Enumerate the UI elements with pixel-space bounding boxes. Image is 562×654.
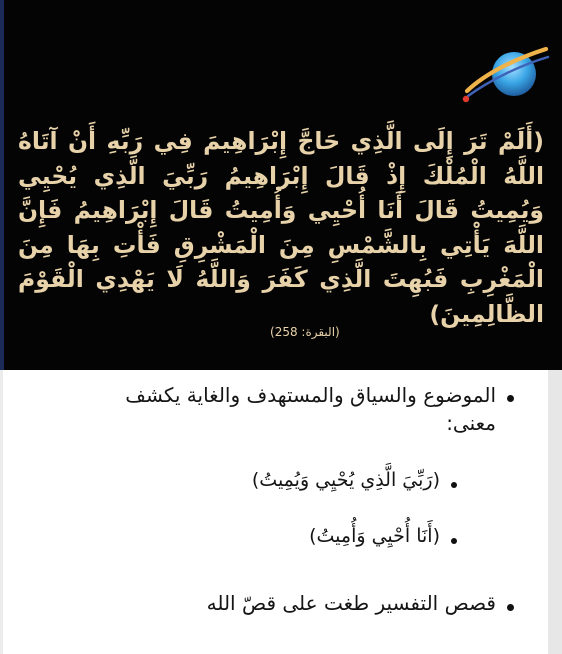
left-margin-strip bbox=[0, 370, 3, 654]
bullet-first-icon bbox=[507, 395, 514, 402]
bullet-last-icon bbox=[507, 604, 514, 611]
bullet-sub1-icon bbox=[451, 482, 457, 488]
planet-ring-logo-icon bbox=[460, 38, 552, 112]
verse-reference: (البقرة: 258) bbox=[270, 325, 340, 339]
bullet-sub2-icon bbox=[451, 538, 457, 544]
sub-bullet-1-text: (رَبِّيَ الَّذِي يُحْيِي وَيُمِيتُ) bbox=[251, 469, 440, 491]
sub-bullet-2-text: (أَنَا أُحْيِي وَأُمِيتُ) bbox=[309, 525, 440, 547]
first-bullet-text: الموضوع والسياق والمستهدف والغاية يكشف معنى: bbox=[125, 383, 496, 435]
last-bullet-text: قصص التفسير طغت على قصّ الله bbox=[206, 591, 496, 615]
quran-verse-text: (أَلَمْ تَرَ إِلَى الَّذِي حَاجَّ إِبْرَاهِيمَ فِي رَبِّهِ أَنْ آتَاهُ اللَّهُ الْمُلْكَ إِذْ قَالَ إِبْرَاهِيمُ رَبِّيَ الَّذِي يُحْيِي وَيُمِيتُ قَالَ أَنَا أُحْيِي وَأُمِيتُ قَالَ إِبْرَاهِيمُ فَإِنَّ اللَّهَ يَأْتِي بِالشَّمْسِ مِنَ الْمَشْرِقِ فَأْتِ بِهَا مِنَ الْمَغْرِبِ فَبُهِتَ الَّذِي كَفَرَ وَاللَّهُ لَا يَهْدِي الْقَوْمَ الظَّالِمِينَ) bbox=[18, 127, 544, 328]
right-margin-strip bbox=[548, 370, 562, 654]
left-edge-strip bbox=[0, 0, 4, 370]
